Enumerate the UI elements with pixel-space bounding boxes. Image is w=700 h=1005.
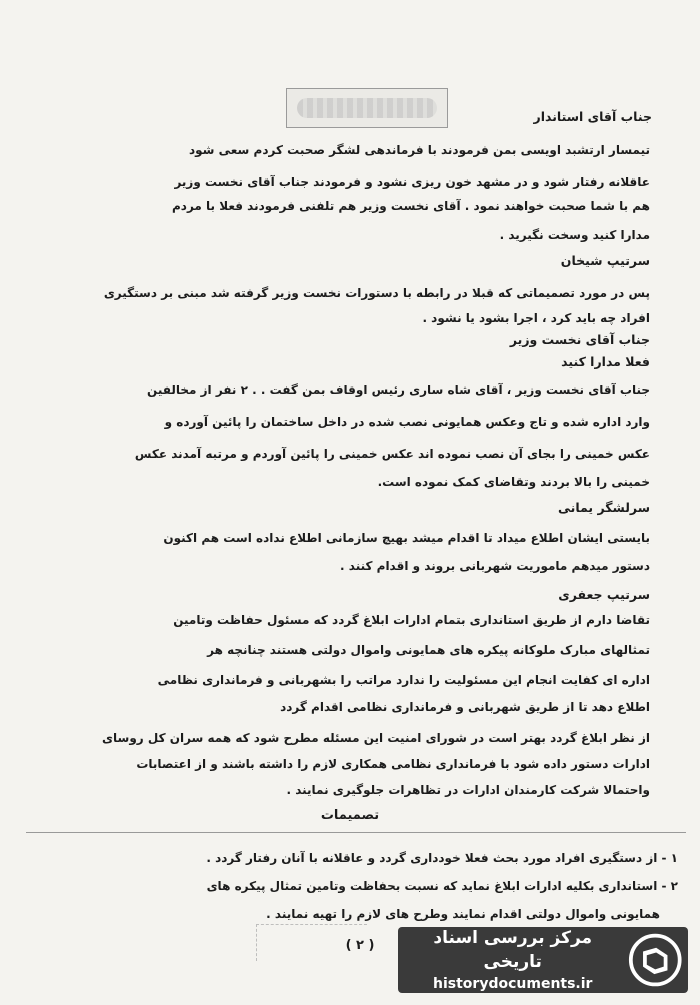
- text-line: دستور میدهم ماموریت شهربانی بروند و اقدام کنند .: [340, 559, 650, 573]
- decisions-title: تصمیمات: [320, 808, 380, 823]
- decision-item: ۱ - از دستگیری افراد مورد بحث فعلا خودداری گردد و عاقلانه با آنان رفتار گردد .: [206, 851, 678, 865]
- decision-item: ۲ - استانداری بکلیه ادارات ابلاغ نماید که نسبت بحفاظت وتامین تمثال پیکره های: [206, 879, 678, 893]
- text-line: تقاضا دارم از طریق استانداری بتمام ادارات ابلاغ گردد که مسئول حفاظت وتامین: [173, 613, 650, 627]
- text-line: تمثالهای مبارک ملوکانه پیکره های همایونی واموال دولتی هستند چنانچه هر: [207, 643, 650, 657]
- text-line: اطلاع دهد تا از طریق شهربانی و فرمانداری نظامی اقدام گردد: [280, 700, 650, 714]
- text-line: اداره ای کفایت انجام این مسئولیت را ندارد مراتب را بشهربانی و فرمانداری نظامی: [157, 673, 650, 687]
- text-line: ادارات دستور داده شود با فرمانداری نظامی همکاری لازم را داشته باشند و از اعتصابات: [136, 757, 650, 771]
- text-line: بایستی ایشان اطلاع میداد تا اقدام میشد بهیچ سازمانی اطلاع نداده است هم اکنون: [163, 531, 650, 545]
- text-line: پس در مورد تصمیماتی که قبلا در رابطه با دستورات نخست وزیر گرفته شد مبنی بر دستگیری: [103, 286, 650, 300]
- text-line: مدارا کنید وسخت نگیرید .: [499, 228, 650, 242]
- page-number: ( ۲ ): [345, 938, 375, 953]
- speaker-heading: سرلشگر یمانی: [558, 500, 650, 515]
- speaker-heading: سرتیپ شیخان: [560, 253, 650, 268]
- text-line: افراد چه باید کرد ، اجرا بشود یا نشود .: [422, 311, 650, 325]
- archive-logo-icon: [628, 931, 683, 989]
- watermark-url: historydocuments.ir: [433, 976, 593, 992]
- text-line: هم با شما صحبت خواهند نمود . آقای نخست وزیر هم تلفنی فرمودند فعلا با مردم: [172, 199, 650, 213]
- speaker-heading: فعلا مدارا کنید: [561, 354, 650, 369]
- text-line: واحتمالا شرکت کارمندان ادارات در تظاهرات جلوگیری نمایند .: [286, 783, 650, 797]
- text-line: وارد اداره شده و تاج وعکس همایونی نصب شده در داخل ساختمان را پائین آورده و: [164, 415, 650, 429]
- text-line: تیمسار ارتشبد اویسی بمن فرمودند با فرماندهی لشگر صحبت کردم سعی شود: [188, 143, 650, 157]
- speaker-heading: سرتیپ جعفری: [558, 587, 650, 602]
- watermark-title: مرکز بررسی اسناد تاریخی: [433, 928, 593, 972]
- speaker-heading: جناب آقای استاندار: [533, 109, 652, 124]
- archive-watermark: [398, 927, 688, 993]
- text-line: خمینی را بالا بردند وتقاضای کمک نموده است.: [377, 475, 650, 489]
- divider: [26, 832, 686, 833]
- text-line: جناب آقای نخست وزیر ، آقای شاه ساری رئیس اوقاف بمن گفت . . ۲ نفر از مخالفین: [147, 383, 650, 397]
- speaker-heading: جناب آقای نخست وزیر: [509, 332, 650, 347]
- text-line: از نظر ابلاغ گردد بهتر است در شورای امنیت این مسئله مطرح شود که همه سران کل روسای: [102, 731, 650, 745]
- text-line: عکس خمینی را بجای آن نصب نموده اند عکس خمینی را پائین آوردم و مرتبه آمدند عکس: [134, 447, 650, 461]
- text-line: عاقلانه رفتار شود و در مشهد خون ریزی نشود و فرمودند جناب آقای نخست وزیر: [174, 175, 650, 189]
- watermark-text: [398, 926, 628, 994]
- decision-item: همایونی واموال دولتی اقدام نمایند وطرح های لازم را تهیه نمایند .: [266, 907, 660, 921]
